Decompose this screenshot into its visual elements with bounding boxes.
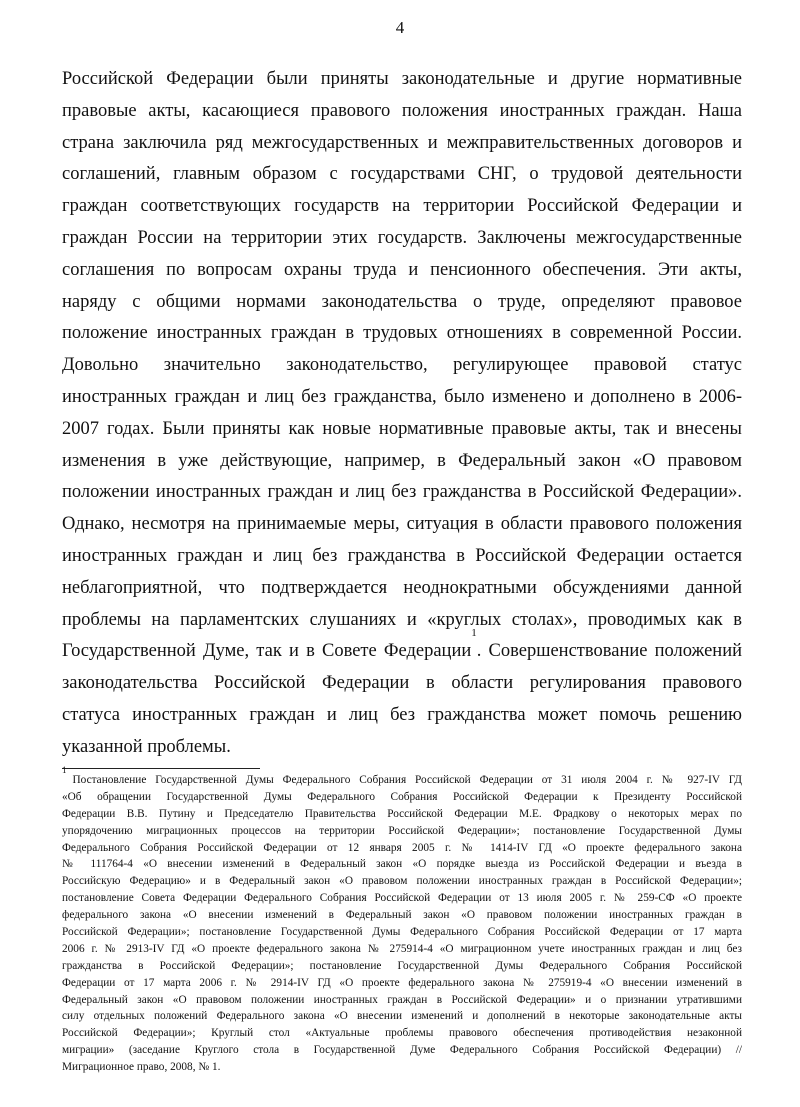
- footnote-line: силу отдельных положений Федерального закона «О внесении изменений и дополнений в некоторые законодательные акты: [62, 1010, 742, 1023]
- body-line: положение иностранных граждан в трудовых отношениях в современной России.: [62, 323, 742, 344]
- body-line: иностранных граждан и лиц без гражданства в Российской Федерации остается: [62, 545, 742, 566]
- body-line: наряду с общими нормами законодательства о труде, определяют правовое: [62, 291, 742, 312]
- body-text: [62, 64, 742, 764]
- body-line: страна заключила ряд межгосударственных и межправительственных договоров и: [62, 132, 742, 153]
- footnote-line: Миграционное право, 2008, № 1.: [62, 1061, 221, 1074]
- body-line: соглашения по вопросам охраны труда и пенсионного обеспечения. Эти акты,: [62, 259, 742, 280]
- body-line: законодательства Российской Федерации в области регулирования правового: [62, 673, 742, 694]
- body-line: неблагоприятной, что подтверждается неоднократными обсуждениями данной: [62, 577, 742, 598]
- footnote-line: Федерации от 17 марта 2006 г. № 2914-IV ГД «О проекте федерального закона № 275919-4 «О внесении изменений в: [62, 976, 742, 989]
- footnote-line: федерального закона «О внесении изменений в Федеральный закон «О правовом положении иностранных граждан в: [62, 909, 742, 922]
- footnote-first-line-text: Постановление Государственной Думы Федерального Собрания Российской Федерации от 31 июля 2004 г. № 927-IV ГД: [72, 774, 742, 786]
- footnote-line: Российской Федерации»; Круглый стол «Актуальные проблемы правового обеспечения противодействия незаконной: [62, 1027, 742, 1040]
- body-line: статуса иностранных граждан и лиц без гражданства может помочь решению: [62, 704, 742, 725]
- body-line: изменения в уже действующие, например, в Федеральный закон «О правовом: [62, 450, 742, 471]
- body-line: Однако, несмотря на принимаемые меры, ситуация в области правового положения: [62, 514, 742, 535]
- footnote-line: Российскую Федерацию» и в Федеральный закон «О правовом положении иностранных граждан в Российской Федерации»;: [62, 875, 742, 888]
- body-line: 2007 годах. Были приняты как новые нормативные правовые акты, так и внесены: [62, 418, 742, 439]
- footnote-line: «Об обращении Государственной Думы Федерального Собрания Российской Федерации к Президенту Российской: [62, 790, 742, 803]
- footnote-line: 2006 г. № 2913-IV ГД «О проекте федерального закона № 275914-4 «О миграционном учете иностранных граждан и лиц без: [62, 942, 742, 955]
- body-line: граждан России на территории этих государств. Заключены межгосударственные: [62, 227, 742, 248]
- body-line-before-ref: Государственной Думе, так и в Совете Федерации: [62, 641, 472, 662]
- footnote-marker: 1: [62, 765, 67, 775]
- footnote-line: Российской Федерации»; постановление Государственной Думы Федерального Собрания Российской Федерации от 17 марта: [62, 926, 742, 939]
- footnote-reference[interactable]: 1: [471, 627, 477, 640]
- footnote-line: [62, 765, 742, 789]
- body-line: проблемы на парламентских слушаниях и «круглых столах», проводимых как в: [62, 609, 742, 630]
- footnote-line: упорядочению миграционных процессов на территории Российской Федерации»; постановление Государственной Думы: [62, 824, 742, 837]
- footnote-line: постановление Совета Федерации Федерального Собрания Российской Федерации от 13 июля 2005 г. № 259-СФ «О проекте: [62, 892, 742, 905]
- footnote-line: гражданства в Российской Федерации»; постановление Государственной Думы Федерального Собрания Российской: [62, 959, 742, 972]
- footnote-line: Федерального Собрания Российской Федерации от 12 января 2005 г. № 1414-IV ГД «О проекте федерального закона: [62, 841, 742, 854]
- body-line-with-footnote-ref: [62, 627, 743, 668]
- footnote-line: Федерации В.В. Путину и Председателю Правительства Российской Федерации М.Е. Фрадкову о некоторых мерах по: [62, 807, 742, 820]
- body-line: граждан соответствующих государств на территории Российской Федерации и: [62, 196, 742, 217]
- body-line: указанной проблемы.: [62, 736, 231, 757]
- body-line-after-ref: . Совершенствование положений: [476, 641, 743, 662]
- body-line: соглашений, главным образом с государствами СНГ, о трудовой деятельности: [62, 164, 742, 185]
- body-line: Российской Федерации были приняты законодательные и другие нормативные: [62, 69, 742, 89]
- footnote-line: Федеральный закон «О правовом положении иностранных граждан в Российской Федерации» и о признании утратившими: [62, 993, 742, 1006]
- page-number: 4: [395, 18, 405, 37]
- footnote-line: № 111764-4 «О внесении изменений в Федеральный закон «О порядке выезда из Российской Федерации и въезда в: [62, 858, 742, 871]
- body-line: иностранных граждан и лиц без гражданства, было изменено и дополнено в 2006-: [62, 386, 742, 407]
- footnote-line: миграции» (заседание Круглого стола в Государственной Думе Федерального Собрания Российской Федерации) //: [62, 1044, 742, 1057]
- body-line: правовые акты, касающиеся правового положения иностранных граждан. Наша: [62, 100, 742, 121]
- footnote: [62, 765, 742, 1076]
- footnote-separator: [62, 768, 260, 769]
- body-line: Довольно значительно законодательство, регулирующее правовой статус: [62, 355, 742, 376]
- body-line: положении иностранных граждан и лиц без гражданства в Российской Федерации».: [62, 482, 742, 503]
